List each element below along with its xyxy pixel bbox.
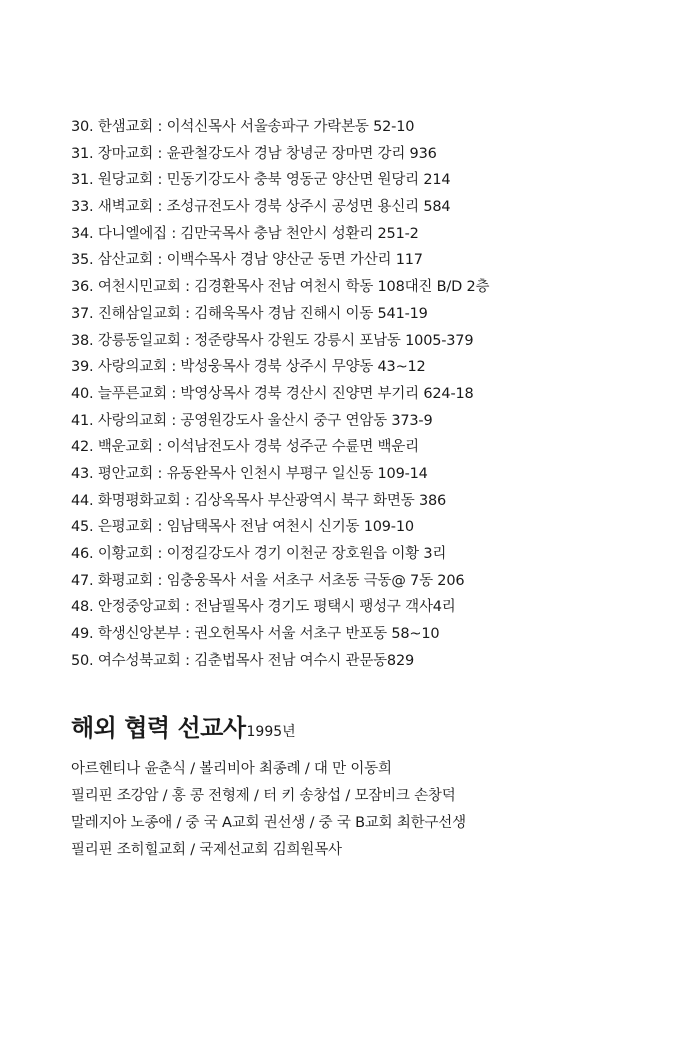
church-entry: 34. 다니엘에집 : 김만국목사 충남 천안시 성환리 251-2 [71, 225, 419, 242]
document-page [71, 114, 671, 863]
church-entry: 36. 여천시민교회 : 김경환목사 전남 여천시 학동 108대진 B/D 2층 [71, 279, 490, 296]
church-entry: 47. 화평교회 : 임충웅목사 서울 서초구 서초동 극동@ 7동 206 [71, 572, 465, 589]
church-entry: 48. 안정중앙교회 : 전남필목사 경기도 평택시 팽성구 객사4리 [71, 599, 456, 616]
church-entry: 33. 새벽교회 : 조성규전도사 경북 상주시 공성면 용신리 584 [71, 199, 451, 216]
church-entry: 44. 화명평화교회 : 김상옥목사 부산광역시 북구 화면동 386 [71, 492, 447, 509]
church-entry: 31. 원당교회 : 민동기강도사 충북 영동군 양산면 원당리 214 [71, 172, 451, 189]
church-entry: 49. 학생신앙본부 : 권오헌목사 서울 서초구 반포동 58~10 [71, 626, 440, 643]
church-entry: 37. 진해삼일교회 : 김해욱목사 경남 진해시 이동 541-19 [71, 305, 428, 322]
church-entry: 40. 늘푸른교회 : 박영상목사 경북 경산시 진양면 부기리 624-18 [71, 385, 474, 402]
church-entry: 42. 백운교회 : 이석남전도사 경북 성주군 수륜면 백운리 [71, 439, 419, 456]
church-entry: 43. 평안교회 : 유동완목사 인천시 부평구 일신동 109-14 [71, 465, 428, 482]
missionary-line: 필리핀 조강암 / 홍 콩 전형제 / 터 키 송창섭 / 모잠비크 손창덕 [71, 788, 456, 805]
church-entry: 30. 한샘교회 : 이석신목사 서울송파구 가락본동 52-10 [71, 119, 415, 135]
missionary-line: 아르헨티나 윤춘식 / 볼리비아 최종례 / 대 만 이동희 [71, 761, 392, 778]
church-entry: 46. 이황교회 : 이정길강도사 경기 이천군 장호원읍 이황 3리 [71, 546, 447, 562]
missionary-line: 말레지아 노종애 / 중 국 A교회 권선생 / 중 국 B교회 최한구선생 [71, 814, 466, 831]
church-entry: 38. 강릉동일교회 : 정준량목사 강원도 강릉시 포남동 1005-379 [71, 332, 474, 349]
church-entry: 45. 은평교회 : 임남택목사 전남 여천시 신기동 109-10 [71, 519, 414, 536]
church-entry: 35. 삼산교회 : 이백수목사 경남 양산군 동면 가산리 117 [71, 252, 423, 269]
section-year: 1995년 [246, 724, 296, 741]
section-heading [71, 708, 671, 748]
section-title: 해외 협력 선교사 [71, 714, 246, 743]
missionary-list [71, 756, 671, 863]
church-entry: 41. 사랑의교회 : 공영원강도사 울산시 중구 연암동 373-9 [71, 412, 433, 429]
church-entry: 39. 사랑의교회 : 박성웅목사 경북 상주시 무양동 43~12 [71, 359, 426, 376]
church-entry: 50. 여수성북교회 : 김춘법목사 전남 여수시 관문동829 [71, 652, 415, 669]
missionary-line: 필리핀 조히힐교회 / 국제선교회 김희원목사 [71, 841, 342, 858]
church-entry: 31. 장마교회 : 윤관철강도사 경남 창녕군 장마면 강리 936 [71, 145, 437, 162]
church-list [71, 114, 671, 674]
overseas-missionaries-section [71, 708, 671, 863]
